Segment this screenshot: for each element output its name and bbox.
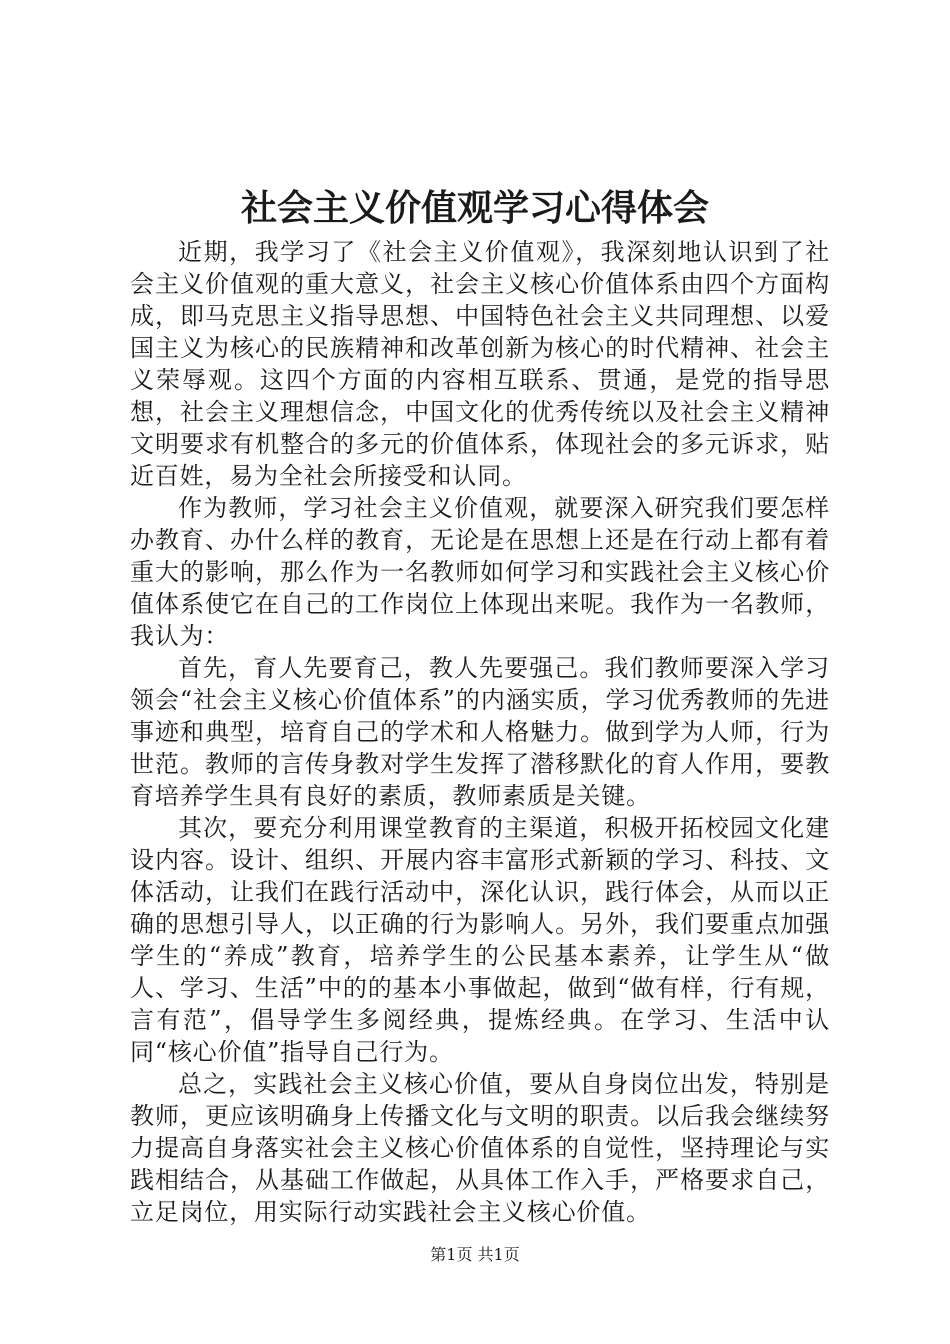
paragraph-5: 总之，实践社会主义核心价值，要从自身岗位出发，特别是教师，更应该明确身上传播文化与文明的职责。以后我会继续努力提高自身落实社会主义核心价值体系的自觉性，坚持理论与实践相结合，从基础工作做起，从具体工作入手，严格要求自己，立足岗位，用实际行动实践社会主义核心价值。 [130,1070,830,1226]
paragraph-1: 近期，我学习了《社会主义价值观》，我深刻地认识到了社会主义价值观的重大意义，社会主义核心价值体系由四个方面构成，即马克思主义指导思想、中国特色社会主义共同理想、以爱国主义为核心的民族精神和改革创新为核心的时代精神、社会主义荣辱观。这四个方面的内容相互联系、贯通，是党的指导思想，社会主义理想信念，中国文化的优秀传统以及社会主义精神文明要求有机整合的多元的价值体系，体现社会的多元诉求，贴近百姓，易为全社会所接受和认同。 [130,238,830,490]
paragraph-4: 其次，要充分利用课堂教育的主渠道，积极开拓校园文化建设内容。设计、组织、开展内容丰富形式新颖的学习、科技、文体活动，让我们在践行活动中，深化认识，践行体会，从而以正确的思想引导人，以正确的行为影响人。另外，我们要重点加强学生的“养成”教育，培养学生的公民基本素养，让学生从“做人、学习、生活”中的的基本小事做起，做到“做有样，行有规，言有范”，倡导学生多阅经典，提炼经典。在学习、生活中认同“核心价值”指导自己行为。 [130,814,830,1066]
paragraph-2: 作为教师，学习社会主义价值观，就要深入研究我们要怎样办教育、办什么样的教育，无论是在思想上还是在行动上都有着重大的影响，那么作为一名教师如何学习和实践社会主义核心价值体系使它在自己的工作岗位上体现出来呢。我作为一名教师，我认为： [130,494,830,650]
page-title: 社会主义价值观学习心得体会 [240,187,709,229]
paragraph-3: 首先，育人先要育己，教人先要强己。我们教师要深入学习领会“社会主义核心价值体系”的内涵实质，学习优秀教师的先进事迹和典型，培育自己的学术和人格魅力。做到学为人师，行为世范。教师的言传身教对学生发挥了潜移默化的育人作用，要教育培养学生具有良好的素质，教师素质是关键。 [130,654,830,810]
page-footer: 第1页 共1页 [430,1245,520,1264]
document-body [130,236,830,1228]
